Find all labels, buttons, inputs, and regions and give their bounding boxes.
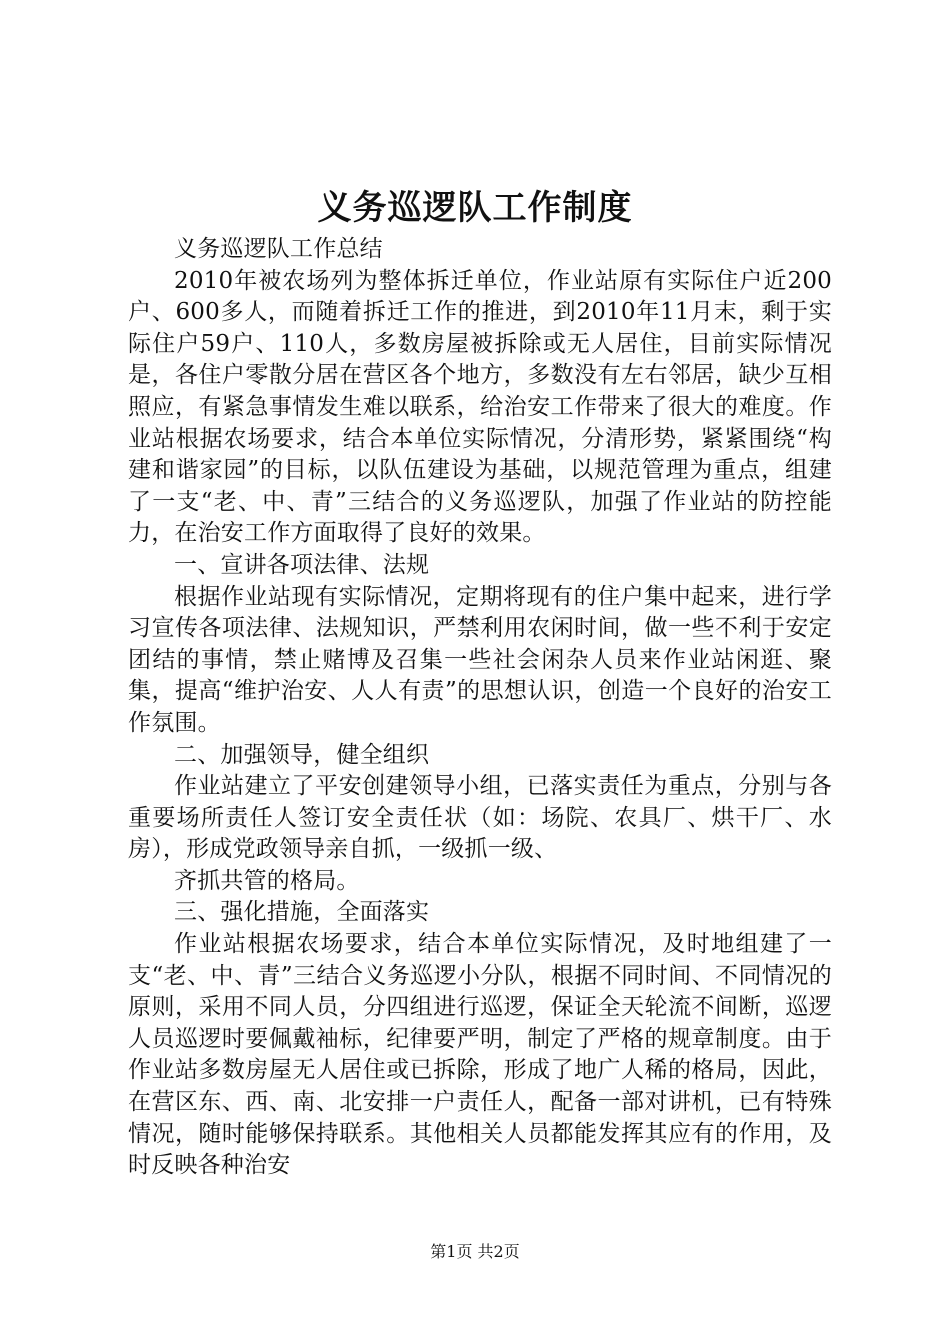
summary-heading: 义务巡逻队工作总结 [174,236,383,262]
section-heading-1: 一、宣讲各项法律、法规 [174,551,430,578]
section-paragraph-2-continued: 齐抓共管的格局。 [174,867,360,894]
section-heading-2: 二、加强领导，健全组织 [174,741,430,768]
document-body [128,234,832,1182]
section-paragraph-1: 根据作业站现有实际情况，定期将现有的住户集中起来，进行学习宣传各项法律、法规知识，严禁利用农闲时间，做一些不利于安定团结的事情，禁止赌博及召集一些社会闲杂人员来作业站闲逛、聚集，提高“维护治安、人人有责”的思想认识，创造一个良好的治安工作氛围。 [128,583,832,736]
section-paragraph-3: 作业站根据农场要求，结合本单位实际情况，及时地组建了一支“老、中、青”三结合义务巡逻小分队，根据不同时间、不同情况的原则，采用不同人员，分四组进行巡逻，保证全天轮流不间断，巡逻人员巡逻时要佩戴袖标，纪律要严明，制定了严格的规章制度。由于作业站多数房屋无人居住或已拆除，形成了地广人稀的格局，因此，在营区东、西、南、北安排一户责任人，配备一部对讲机，已有特殊情况，随时能够保持联系。其他相关人员都能发挥其应有的作用，及时反映各种治安 [128,931,832,1179]
document-title: 义务巡逻队工作制度 [317,188,633,228]
section-heading-3: 三、强化措施，全面落实 [174,899,430,926]
page-footer: 第1页 共2页 [430,1242,520,1261]
intro-paragraph: 2010年被农场列为整体拆迁单位，作业站原有实际住户近200户、600多人，而随着拆迁工作的推进，到2010年11月末，剩于实际住户59户、110人，多数房屋被拆除或无人居住，目前实际情况是，各住户零散分居在营区各个地方，多数没有左右邻居，缺少互相照应，有紧急事情发生难以联系，给治安工作带来了很大的难度。作业站根据农场要求，结合本单位实际情况，分清形势，紧紧围绕“构建和谐家园”的目标，以队伍建设为基础，以规范管理为重点，组建了一支“老、中、青”三结合的义务巡逻队，加强了作业站的防控能力，在治安工作方面取得了良好的效果。 [128,267,832,547]
section-paragraph-2: 作业站建立了平安创建领导小组，已落实责任为重点，分别与各重要场所责任人签订安全责任状（如：场院、农具厂、烘干厂、水房），形成党政领导亲自抓，一级抓一级、 [128,773,832,863]
